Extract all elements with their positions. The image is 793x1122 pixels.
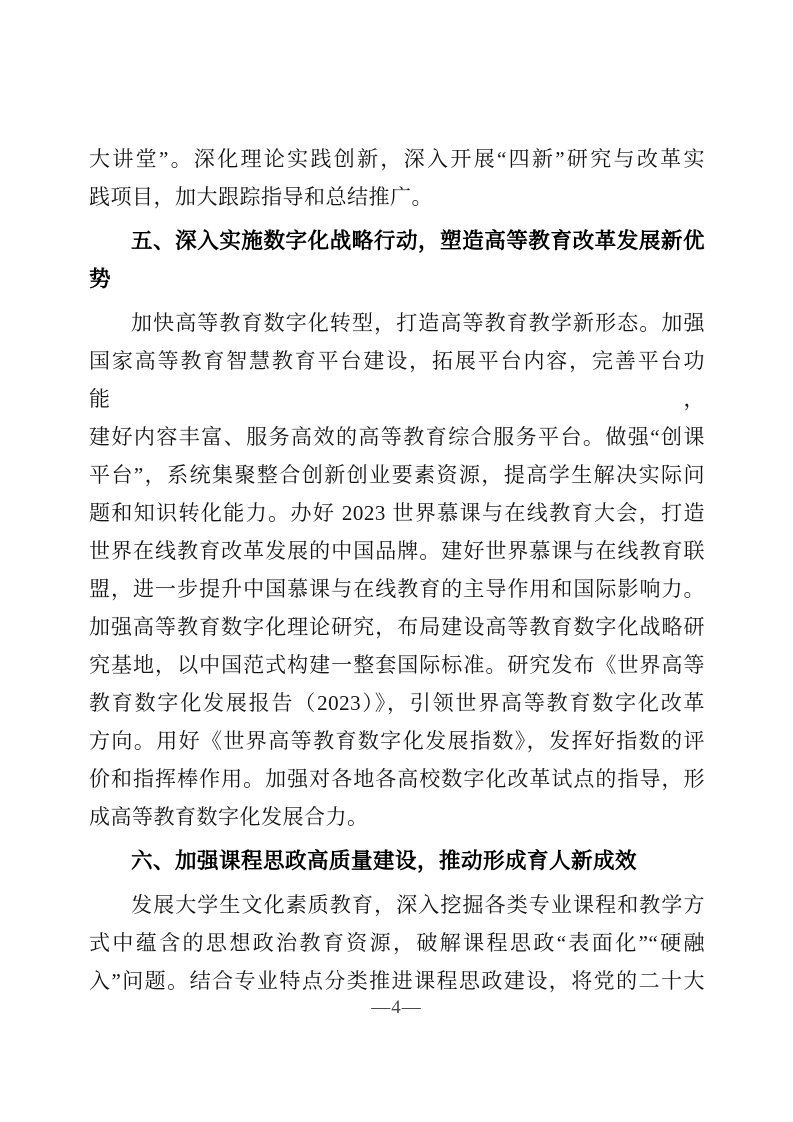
section-heading-line: 势 [89,267,112,291]
body-text-line: 践项目，加大跟踪指导和总结推广。 [89,185,433,209]
body-text-line: 盟，进一步提升中国慕课与在线教育的主导作用和国际影响力。 [89,577,705,601]
section-heading-five [89,222,705,298]
body-text-line: 方向。用好《世界高等教育数字化发展指数》，发挥好指数的评 [89,729,705,753]
body-text-line: 究基地，以中国范式构建一整套国际标准。研究发布《世界高等 [89,653,705,677]
body-text-line: 平台”，系统集聚整合创新创业要素资源，提高学生解决实际问 [89,463,705,487]
body-text-line: 世界在线教育改革发展的中国品牌。建好世界慕课与在线教育联 [89,539,705,563]
body-text-line: 题和知识转化能力。办好 2023 世界慕课与在线教育大会，打造 [89,501,705,525]
section-heading-line: 五、深入实施数字化战略行动，塑造高等教育改革发展新优 [131,229,705,253]
section-heading-six [89,842,705,880]
paragraph-five [89,304,705,836]
body-text-line: 加强高等教育数字化理论研究，布局建设高等教育数字化战略研 [89,615,705,639]
body-text-line: 成高等教育数字化发展合力。 [89,805,369,829]
body-text-line: 国家高等教育智慧教育平台建设，拓展平台内容，完善平台功能， [89,349,705,411]
document-content [89,140,705,1000]
body-text-line: 大讲堂”。深化理论实践创新，深入开展“四新”研究与改革实 [89,147,705,171]
body-text-line: 加快高等教育数字化转型，打造高等教育教学新形态。加强 [131,311,705,335]
paragraph-six [89,886,705,1000]
body-text-line: 价和指挥棒作用。加强对各地各高校数字化改革试点的指导，形 [89,767,705,791]
body-text-line: 式中蕴含的思想政治教育资源，破解课程思政“表面化”“硬融 [89,931,705,955]
body-text-line: 建好内容丰富、服务高效的高等教育综合服务平台。做强“创课 [89,425,705,449]
section-heading-line: 六、加强课程思政高质量建设，推动形成育人新成效 [131,849,638,873]
paragraph-continuation [89,140,705,216]
body-text-line: 发展大学生文化素质教育，深入挖掘各类专业课程和教学方 [131,893,705,917]
body-text-line: 教育数字化发展报告（2023）》，引领世界高等教育数字化改革 [89,691,705,715]
page-number: —4— [371,997,422,1018]
body-text-line: 入”问题。结合专业特点分类推进课程思政建设，将党的二十大 [89,969,705,993]
